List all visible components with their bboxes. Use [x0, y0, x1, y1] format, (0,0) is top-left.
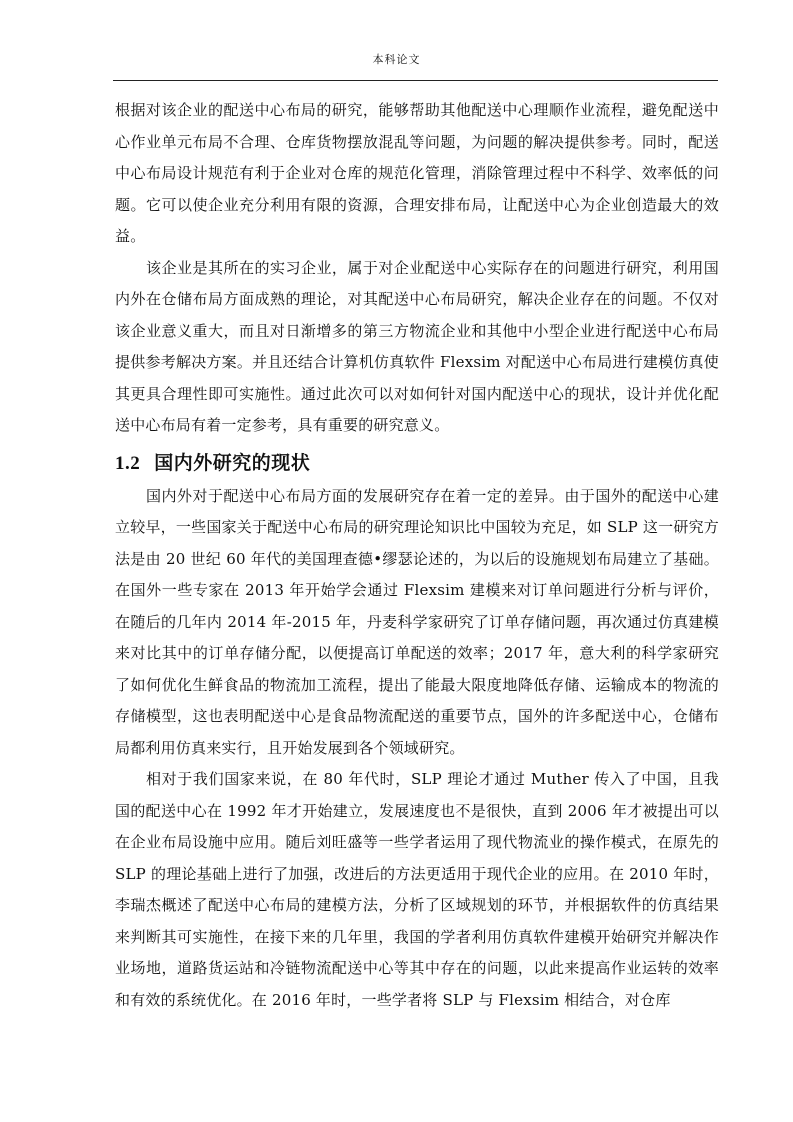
section-heading: [115, 446, 719, 481]
header-divider: [113, 80, 718, 81]
section-title: 国内外研究的现状: [154, 451, 311, 474]
document-body: [115, 95, 719, 1016]
body-paragraph: 该企业是其所在的实习企业，属于对企业配送中心实际存在的问题进行研究，利用国内外在仓储布局方面成熟的理论，对其配送中心布局研究，解决企业存在的问题。不仅对该企业意义重大，而且对日渐增多的第三方物流企业和其他中小型企业进行配送中心布局提供参考解决方案。并且还结合计算机仿真软件 Flexsim 对配送中心布局进行建模仿真使其更具合理性即可实施性。通过此次可以对如何针对国内配送中心的现状，设计并优化配送中心布局有着一定参考，具有重要的研究意义。: [115, 258, 719, 434]
section-number: 1.2: [115, 452, 141, 474]
body-paragraph: 根据对该企业的配送中心布局的研究，能够帮助其他配送中心理顺作业流程，避免配送中心作业单元布局不合理、仓库货物摆放混乱等问题，为问题的解决提供参考。同时，配送中心布局设计规范有利于企业对仓库的规范化管理，消除管理过程中不科学、效率低的问题。它可以使企业充分利用有限的资源，合理安排布局，让配送中心为企业创造最大的效益。: [115, 101, 719, 245]
running-header-title: 本科论文: [372, 53, 421, 66]
body-paragraph: 国内外对于配送中心布局方面的发展研究存在着一定的差异。由于国外的配送中心建立较早，一些国家关于配送中心布局的研究理论知识比中国较为充足，如 SLP 这一研究方法是由 20 世纪 60 年代的美国理查德•缪瑟论述的，为以后的设施规划布局建立了基础。在国外一些专家在 2013 年开始学会通过 Flexsim 建模来对订单问题进行分析与评价，在随后的几年内 2014 年-2015 年，丹麦科学家研究了订单存储问题，再次通过仿真建模来对比其中的订单存储分配，以便提高订单配送的效率；2017 年，意大利的科学家研究了如何优化生鲜食品的物流加工流程，提出了能最大限度地降低存储、运输成本的物流的存储模型，这也表明配送中心是食品物流配送的重要节点，国外的许多配送中心，仓储布局都利用仿真来实行，且开始发展到各个领域研究。: [115, 486, 719, 757]
body-paragraph: 相对于我们国家来说，在 80 年代时，SLP 理论才通过 Muther 传入了中国，且我国的配送中心在 1992 年才开始建立，发展速度也不是很快，直到 2006 年才被提出可以在企业布局设施中应用。随后刘旺盛等一些学者运用了现代物流业的操作模式，在原先的 SLP 的理论基础上进行了加强，改进后的方法更适用于现代企业的应用。在 2010 年时，李瑞杰概述了配送中心布局的建模方法，分析了区域规划的环节，并根据软件的仿真结果来判断其可实施性，在接下来的几年里，我国的学者利用仿真软件建模开始研究并解决作业场地，道路货运站和冷链物流配送中心等其中存在的问题，以此来提高作业运转的效率和有效的系统优化。在 2016 年时，一些学者将 SLP 与 Flexsim 相结合，对仓库: [115, 770, 719, 1009]
